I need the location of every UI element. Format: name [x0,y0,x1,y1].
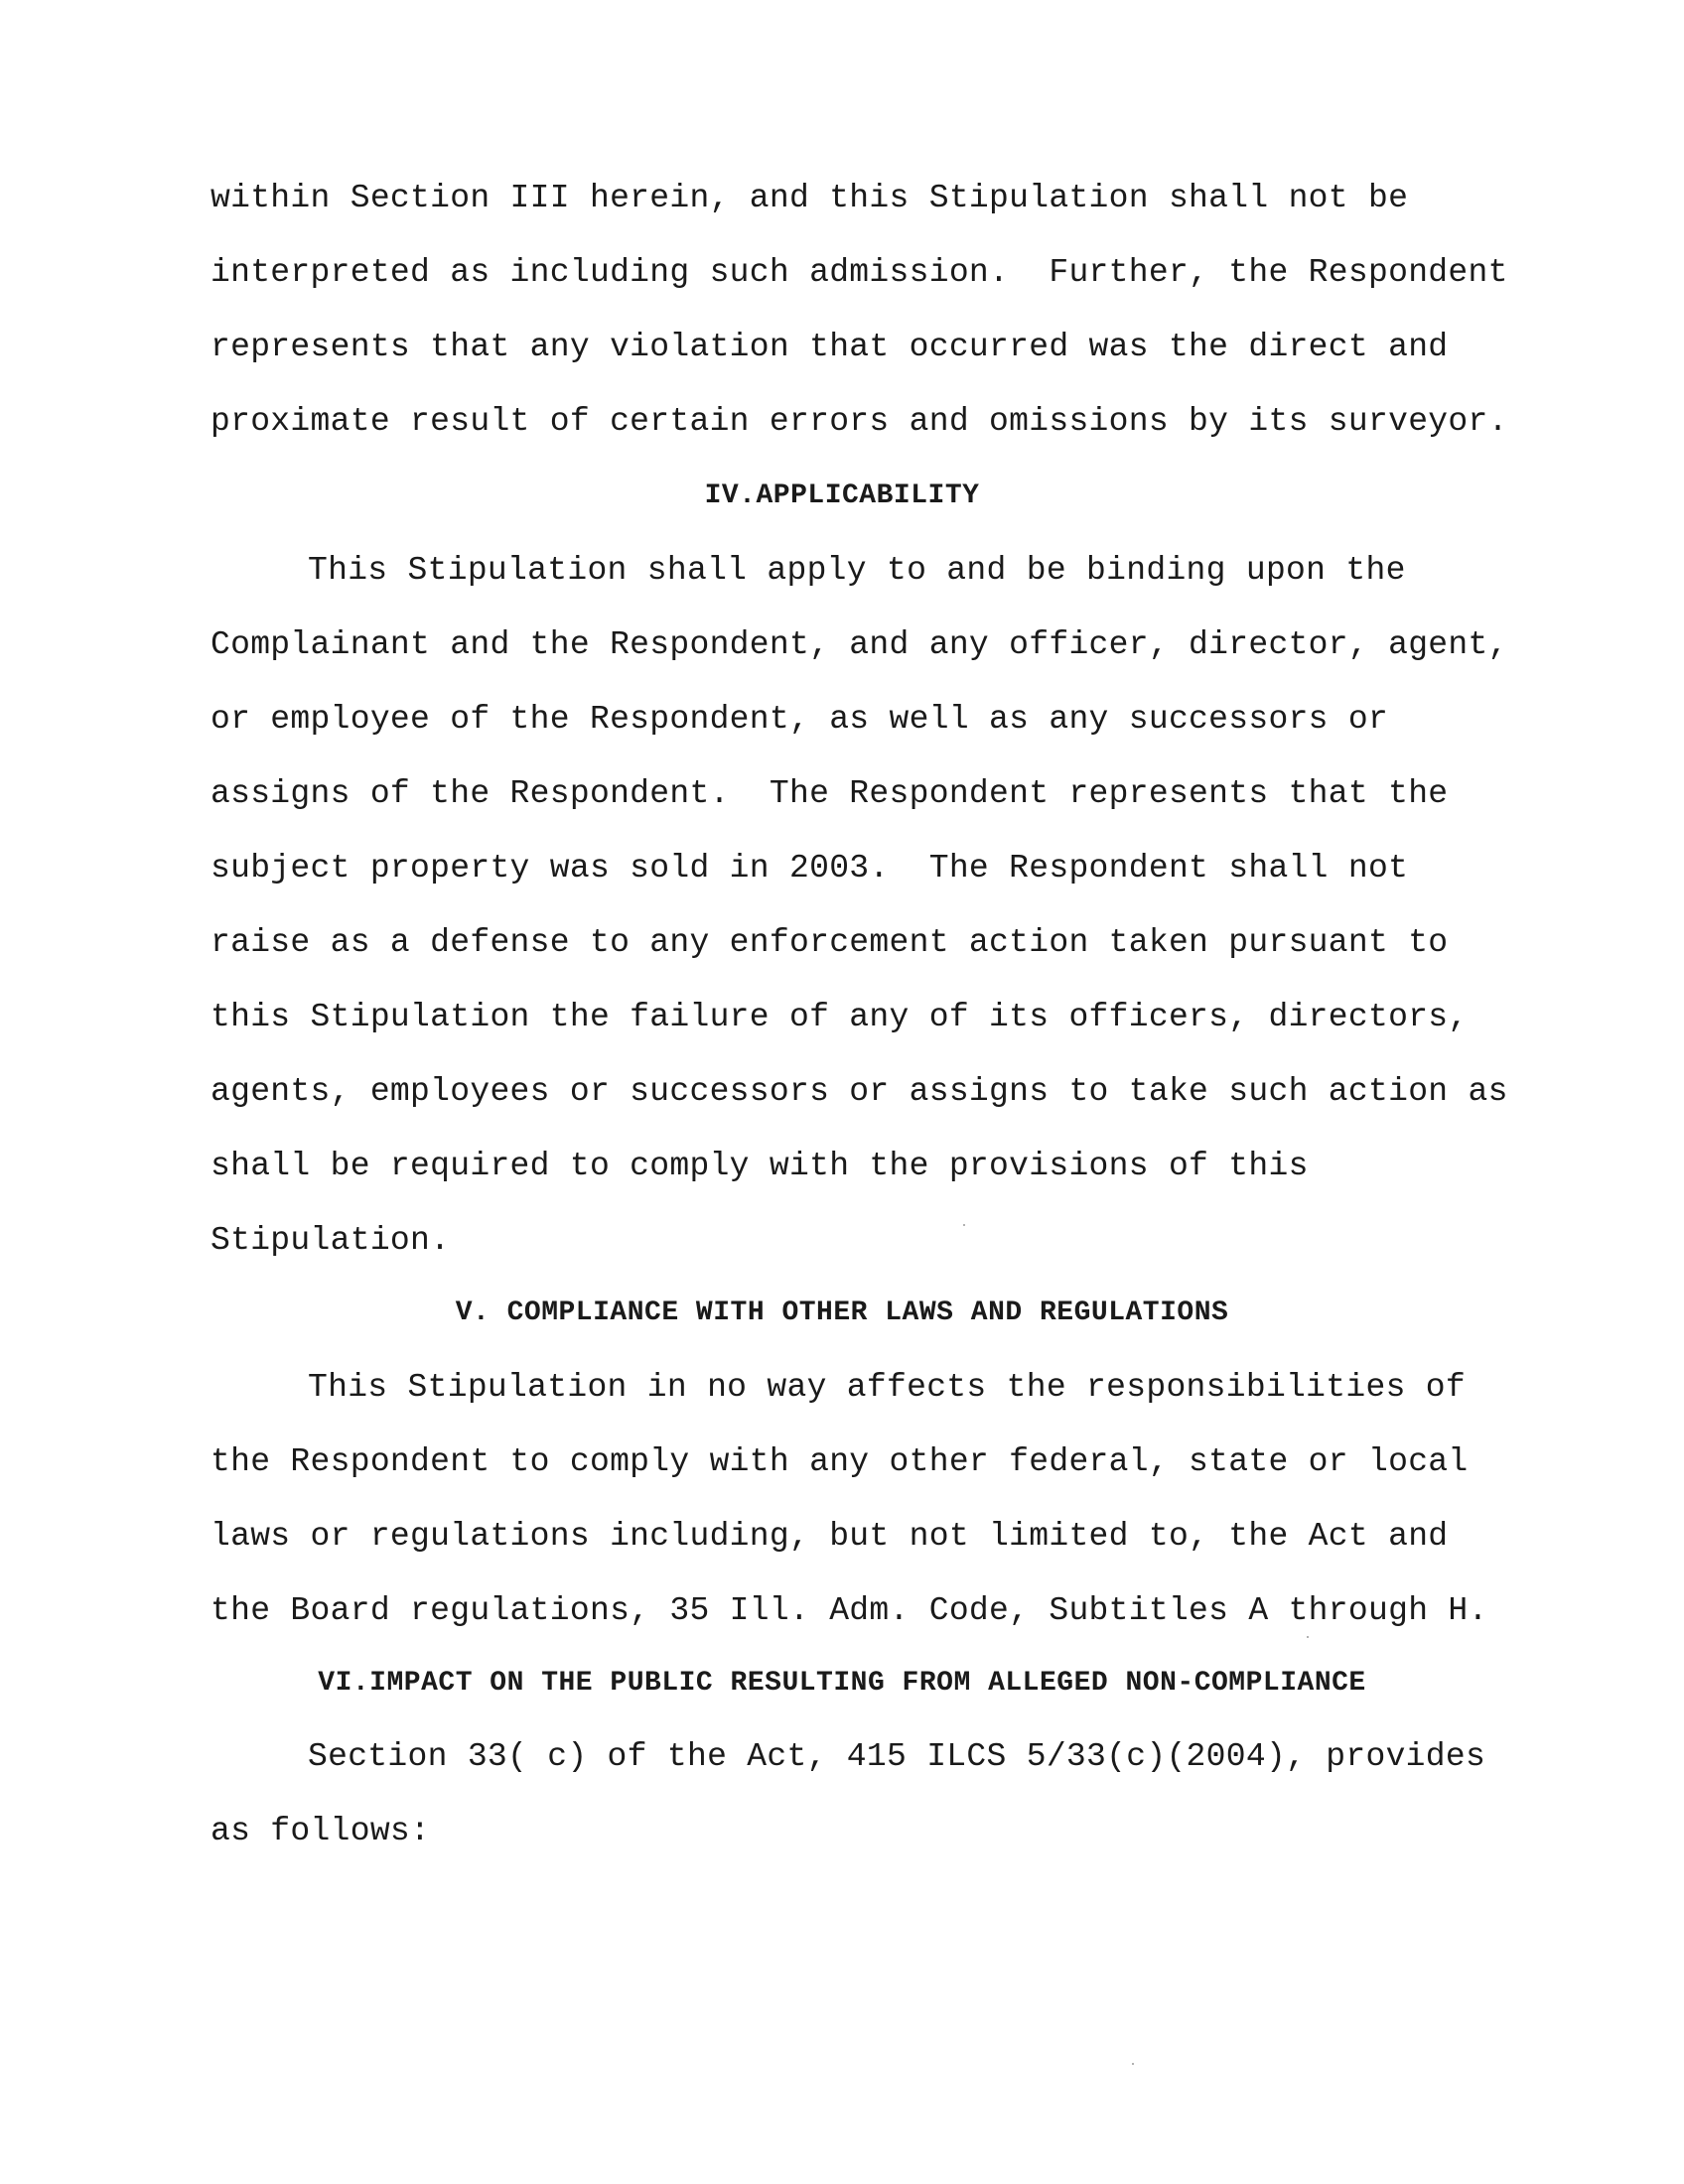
paragraph-2-line-5: subject property was sold in 2003. The Respondent shall not [210,850,1409,887]
paragraph-2-line-8: agents, employees or successors or assigns to take such action as [210,1073,1508,1110]
section-heading-v: V. COMPLIANCE WITH OTHER LAWS AND REGULATIONS [455,1297,1229,1328]
scan-speck [963,1224,965,1226]
paragraph-1-line-4: proximate result of certain errors and omissions by its surveyor. [210,403,1508,440]
paragraph-4-line-1: Section 33( c) of the Act, 415 ILCS 5/33(c)(2004), provides [308,1738,1486,1775]
paragraph-3-line-4: the Board regulations, 35 Ill. Adm. Code, Subtitles A through H. [210,1592,1488,1629]
paragraph-3-line-3: laws or regulations including, but not limited to, the Act and [210,1518,1449,1555]
section-heading-vi: VI.IMPACT ON THE PUBLIC RESULTING FROM ALLEGED NON-COMPLIANCE [318,1668,1366,1699]
paragraph-1-line-3: represents that any violation that occurred was the direct and [210,329,1449,365]
paragraph-3-line-1: This Stipulation in no way affects the responsibilities of [308,1369,1466,1406]
paragraph-2-line-7: this Stipulation the failure of any of its officers, directors, [210,999,1469,1035]
paragraph-1-line-1: within Section III herein, and this Stipulation shall not be [210,180,1409,216]
paragraph-2-line-4: assigns of the Respondent. The Respondent represents that the [210,775,1449,812]
paragraph-2-line-1: This Stipulation shall apply to and be binding upon the [308,552,1406,589]
scan-speck [1307,1636,1309,1638]
paragraph-2-line-2: Complainant and the Respondent, and any officer, director, agent, [210,626,1508,663]
paragraph-2-line-3: or employee of the Respondent, as well as any successors or [210,701,1389,738]
paragraph-2-line-6: raise as a defense to any enforcement action taken pursuant to [210,924,1449,961]
paragraph-2-line-9: shall be required to comply with the provisions of this [210,1148,1309,1184]
paragraph-2-line-10: Stipulation. [210,1222,451,1259]
paragraph-1-line-2: interpreted as including such admission. Further, the Respondent [210,254,1508,291]
paragraph-3-line-2: the Respondent to comply with any other federal, state or local [210,1443,1469,1480]
scan-speck [1132,2063,1134,2065]
paragraph-4-line-2: as follows: [210,1813,431,1849]
section-heading-iv: IV.APPLICABILITY [704,480,980,511]
